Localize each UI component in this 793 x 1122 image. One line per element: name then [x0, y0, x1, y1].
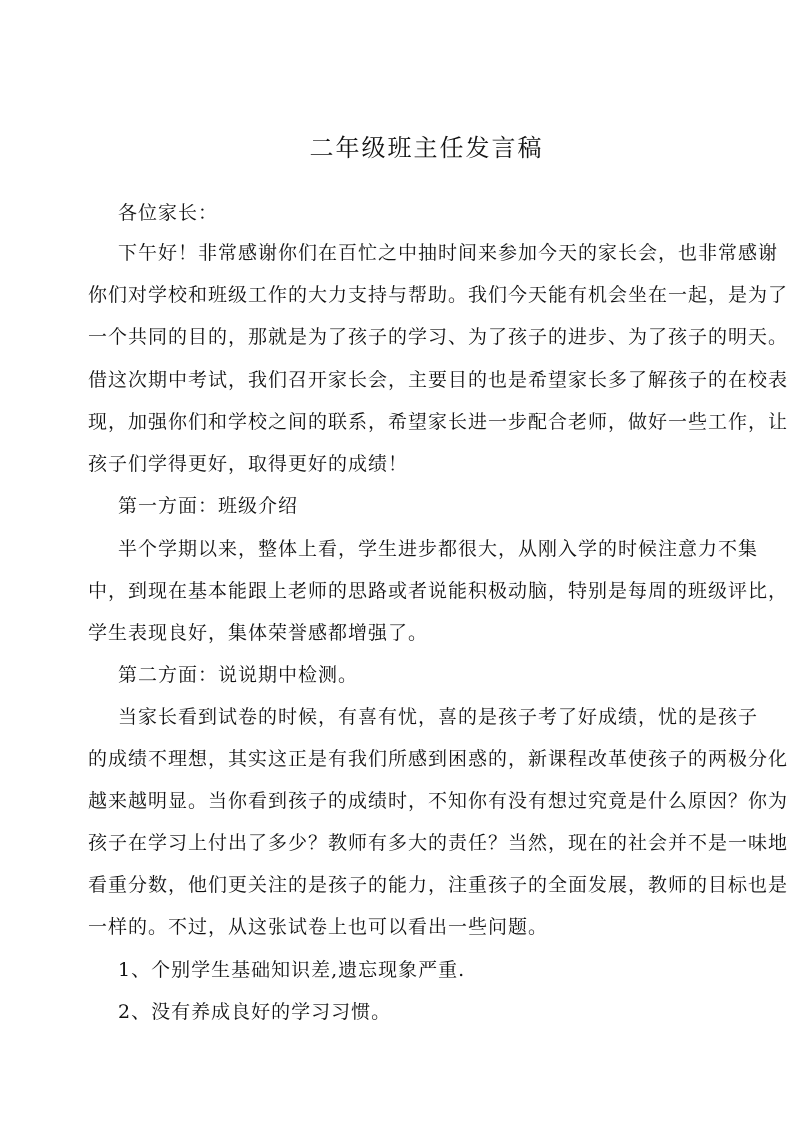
- section-heading-1: 第一方面：班级介绍: [118, 495, 299, 517]
- paragraph-line: 孩子在学习上付出了多少？教师有多大的责任？当然，现在的社会并不是一味地: [88, 832, 789, 854]
- section-heading-2: 第二方面：说说期中检测。: [118, 664, 359, 686]
- paragraph-line: 学生表现良好，集体荣誉感都增强了。: [88, 622, 429, 644]
- paragraph-line: 的成绩不理想，其实这正是有我们所感到困惑的，新课程改革使孩子的两极分化: [88, 748, 789, 770]
- paragraph-line: 半个学期以来，整体上看，学生进步都很大，从刚入学的时候注意力不集: [118, 538, 759, 560]
- document-title: 二年级班主任发言稿: [309, 134, 544, 162]
- paragraph-line: 看重分数，他们更关注的是孩子的能力，注重孩子的全面发展，教师的目标也是: [88, 874, 789, 896]
- paragraph-line: 一个共同的目的，那就是为了孩子的学习、为了孩子的进步、为了孩子的明天。: [88, 326, 789, 348]
- paragraph-line: 当家长看到试卷的时候，有喜有忧，喜的是孩子考了好成绩，忧的是孩子: [118, 706, 759, 728]
- paragraph-line: 一样的。不过，从这张试卷上也可以看出一些问题。: [88, 916, 549, 938]
- paragraph-line: 你们对学校和班级工作的大力支持与帮助。我们今天能有机会坐在一起，是为了: [88, 284, 789, 306]
- paragraph-line: 中，到现在基本能跟上老师的思路或者说能积极动脑，特别是每周的班级评比，: [88, 580, 789, 602]
- paragraph-line: 下午好！非常感谢你们在百忙之中抽时间来参加今天的家长会，也非常感谢: [118, 242, 779, 264]
- list-item: 1、个别学生基础知识差,遗忘现象严重.: [118, 959, 466, 981]
- paragraph-line: 孩子们学得更好，取得更好的成绩！: [88, 453, 409, 475]
- list-item: 2、没有养成良好的学习习惯。: [118, 1001, 392, 1023]
- paragraph-line: 越来越明显。当你看到孩子的成绩时，不知你有没有想过究竟是什么原因？你为: [88, 790, 789, 812]
- paragraph-line: 现，加强你们和学校之间的联系，希望家长进一步配合老师，做好一些工作，让: [88, 411, 789, 433]
- greeting: 各位家长：: [118, 202, 219, 224]
- paragraph-line: 借这次期中考试，我们召开家长会，主要目的也是希望家长多了解孩子的在校表: [88, 369, 789, 391]
